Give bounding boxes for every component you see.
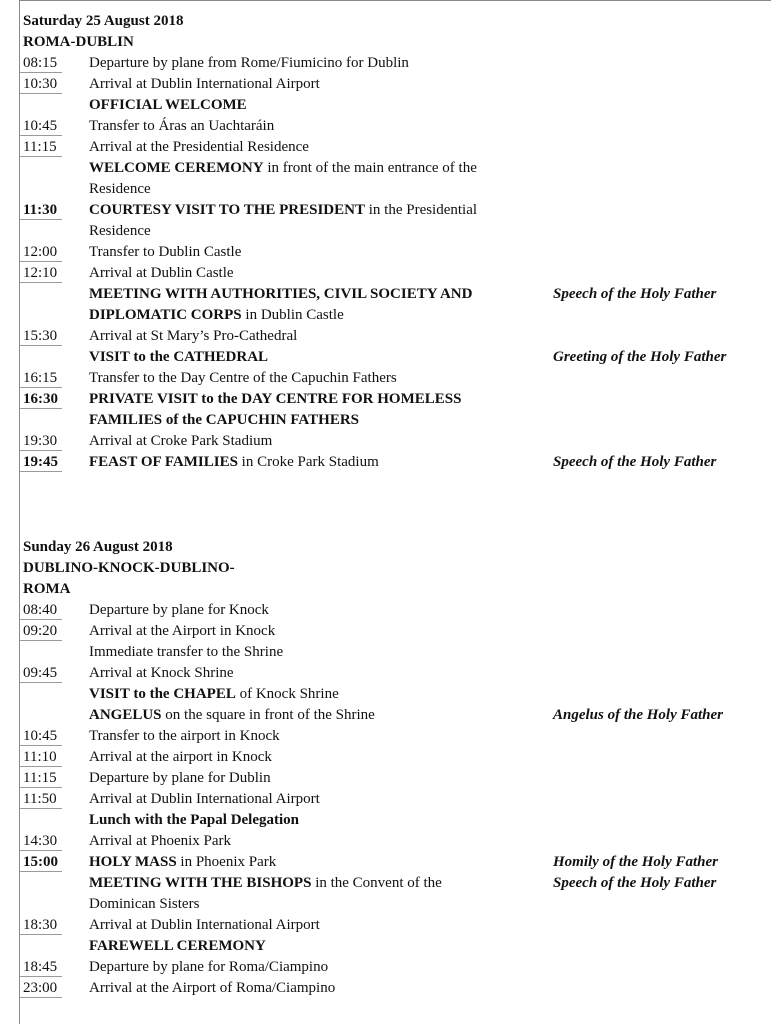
speech-note: Speech of the Holy Father (553, 286, 717, 302)
event-time: 19:45 (23, 454, 58, 470)
event-detail: Transfer to the airport in Knock (89, 728, 280, 744)
event-detail: Arrival at the airport in Knock (89, 749, 272, 765)
event-detail: Arrival at Dublin International Airport (89, 791, 320, 807)
event-description (89, 831, 509, 852)
time-underline (19, 850, 62, 851)
event-detail: Transfer to the Day Centre of the Capuchin Fathers (89, 370, 397, 386)
event-time: 09:45 (23, 665, 58, 681)
time-underline (19, 745, 62, 746)
time-underline (19, 450, 62, 451)
time-underline (19, 135, 62, 136)
event-time: 19:30 (23, 433, 58, 449)
day-route: DUBLINO-KNOCK-DUBLINO-ROMA (23, 560, 235, 597)
time-underline (19, 934, 62, 935)
event-title: ANGELUS (89, 707, 162, 723)
event-description (89, 726, 509, 747)
event-title: FEAST OF FAMILIES (89, 454, 238, 470)
time-underline (19, 766, 62, 767)
time-underline (19, 871, 62, 872)
event-title: OFFICIAL WELCOME (89, 97, 247, 113)
event-description (89, 642, 509, 663)
event-detail: Departure by plane for Knock (89, 602, 269, 618)
event-detail: Arrival at Phoenix Park (89, 833, 232, 849)
event-detail: of Knock Shrine (235, 686, 339, 702)
speech-note: Speech of the Holy Father (553, 454, 717, 470)
event-description (89, 263, 534, 284)
event-title: COURTESY VISIT TO THE PRESIDENT (89, 202, 365, 218)
event-description (89, 431, 534, 452)
time-underline (19, 640, 62, 641)
event-description (89, 200, 534, 242)
event-time: 11:15 (23, 770, 57, 786)
event-time: 11:15 (23, 139, 57, 155)
event-detail: Transfer to Dublin Castle (89, 244, 242, 260)
time-underline (19, 976, 62, 977)
speech-note: Speech of the Holy Father (553, 875, 717, 891)
event-description (89, 915, 509, 936)
event-time: 15:00 (23, 854, 58, 870)
event-time: 10:45 (23, 118, 58, 134)
event-description (89, 158, 534, 200)
event-title: HOLY MASS (89, 854, 177, 870)
event-detail: Arrival at Knock Shrine (89, 665, 234, 681)
event-description (89, 326, 534, 347)
speech-note: Greeting of the Holy Father (553, 349, 727, 365)
event-detail: Departure by plane for Roma/Ciampino (89, 959, 329, 975)
time-underline (19, 619, 62, 620)
day-date: Saturday 25 August 2018 (23, 13, 184, 29)
time-underline (19, 471, 62, 472)
speech-note: Angelus of the Holy Father (553, 707, 724, 723)
event-description (89, 137, 534, 158)
time-underline (19, 408, 62, 409)
event-time: 16:15 (23, 370, 58, 386)
event-detail: Immediate transfer to the Shrine (89, 644, 284, 660)
event-detail: in Croke Park Stadium (237, 454, 379, 470)
event-description (89, 978, 509, 999)
event-detail: Departure by plane for Dublin (89, 770, 271, 786)
event-time: 15:30 (23, 328, 58, 344)
event-description (89, 95, 534, 116)
event-detail: in the Presidential Residence (89, 202, 478, 239)
time-underline (19, 345, 62, 346)
event-title: VISIT to the CATHEDRAL (89, 349, 269, 365)
event-title: Lunch with the Papal Delegation (89, 812, 300, 828)
event-detail: Arrival at the Airport in Knock (89, 623, 276, 639)
event-description (89, 810, 509, 831)
time-underline (19, 93, 62, 94)
day-date: Sunday 26 August 2018 (23, 539, 173, 555)
event-time: 08:15 (23, 55, 58, 71)
time-underline (19, 682, 62, 683)
time-underline (19, 156, 62, 157)
event-detail: Arrival at Dublin International Airport (89, 917, 320, 933)
time-underline (19, 261, 62, 262)
event-detail: in the Convent of the Dominican Sisters (89, 875, 442, 912)
event-time: 09:20 (23, 623, 58, 639)
event-time: 08:40 (23, 602, 58, 618)
event-time: 18:45 (23, 959, 58, 975)
event-description (89, 389, 534, 431)
event-detail: in Phoenix Park (176, 854, 277, 870)
event-time: 14:30 (23, 833, 58, 849)
event-description (89, 116, 534, 137)
event-description (89, 747, 509, 768)
event-detail: Arrival at St Mary’s Pro-Cathedral (89, 328, 298, 344)
event-detail: Arrival at Dublin Castle (89, 265, 234, 281)
event-time: 10:30 (23, 76, 58, 92)
event-detail: Arrival at the Airport of Roma/Ciampino (89, 980, 336, 996)
event-title: MEETING WITH THE BISHOPS (89, 875, 312, 891)
event-detail: Arrival at Croke Park Stadium (89, 433, 273, 449)
event-title: WELCOME CEREMONY (89, 160, 264, 176)
event-time: 16:30 (23, 391, 58, 407)
event-time: 11:10 (23, 749, 57, 765)
event-description (89, 936, 509, 957)
event-time: 10:45 (23, 728, 58, 744)
event-detail: Departure by plane from Rome/Fiumicino for Dublin (89, 55, 409, 71)
time-underline (19, 997, 62, 998)
event-detail: Arrival at Dublin International Airport (89, 76, 320, 92)
event-description (89, 368, 534, 389)
event-description (89, 600, 509, 621)
time-underline (19, 808, 62, 809)
event-description (89, 705, 509, 726)
event-time: 18:30 (23, 917, 58, 933)
event-description (89, 452, 534, 473)
event-title: PRIVATE VISIT to the DAY CENTRE FOR HOMELESS FAMILIES of the CAPUCHIN FATHERS (89, 391, 462, 428)
event-title: FAREWELL CEREMONY (89, 938, 266, 954)
top-border (19, 0, 771, 1)
event-description (89, 957, 509, 978)
event-description (89, 242, 534, 263)
event-description (89, 789, 509, 810)
time-underline (19, 282, 62, 283)
event-time: 12:00 (23, 244, 58, 260)
event-description (89, 768, 509, 789)
event-description (89, 663, 509, 684)
event-title: MEETING WITH AUTHORITIES, CIVIL SOCIETY AND DIPLOMATIC CORPS (89, 286, 473, 323)
event-detail: in Dublin Castle (241, 307, 344, 323)
event-time: 11:50 (23, 791, 57, 807)
time-underline (19, 219, 62, 220)
event-detail: Arrival at the Presidential Residence (89, 139, 309, 155)
event-description (89, 53, 534, 74)
event-time: 11:30 (23, 202, 58, 218)
event-time: 23:00 (23, 980, 58, 996)
event-description (89, 284, 534, 326)
event-description (89, 347, 534, 368)
event-detail: Transfer to Áras an Uachtaráin (89, 118, 275, 134)
time-underline (19, 787, 62, 788)
event-time: 12:10 (23, 265, 58, 281)
time-underline (19, 387, 62, 388)
event-description (89, 621, 509, 642)
event-description (89, 684, 509, 705)
event-title: VISIT to the CHAPEL (89, 686, 236, 702)
time-underline (19, 72, 62, 73)
event-description (89, 873, 509, 915)
event-detail: in front of the main entrance of the Residence (89, 160, 477, 197)
event-description (89, 852, 509, 873)
speech-note: Homily of the Holy Father (553, 854, 718, 870)
event-detail: on the square in front of the Shrine (161, 707, 375, 723)
day-route: ROMA-DUBLIN (23, 34, 134, 50)
event-description (89, 74, 534, 95)
